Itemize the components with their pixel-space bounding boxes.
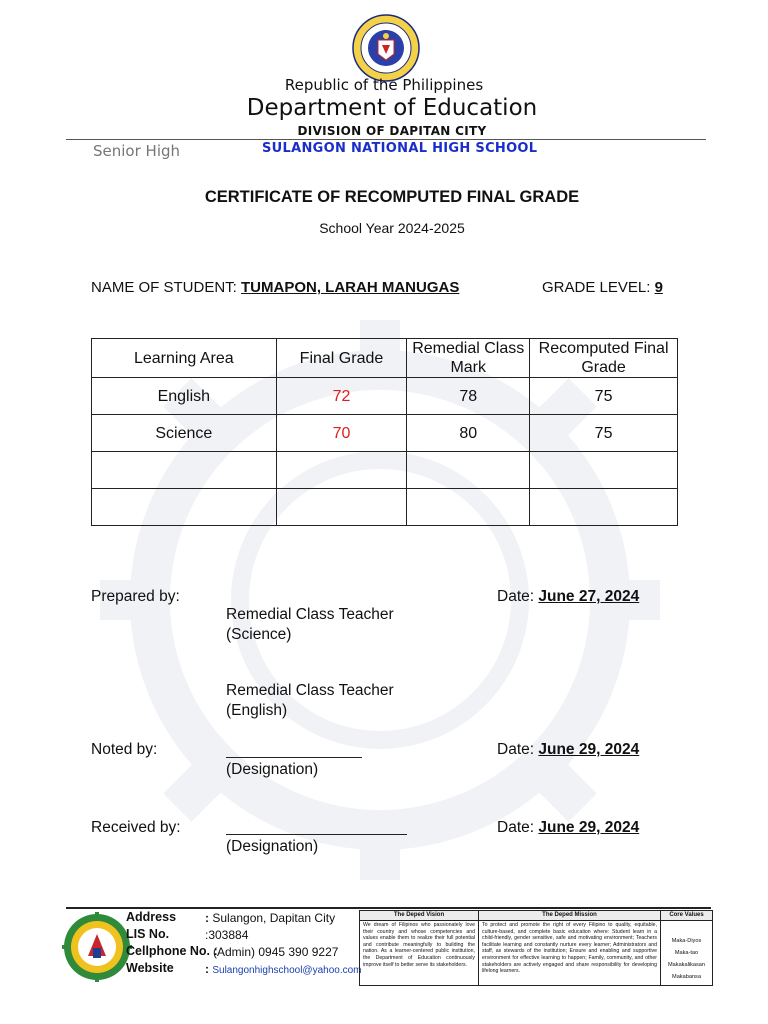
lis-value: :303884 [205,928,249,942]
republic-heading: Republic of the Philippines [284,76,484,94]
remedial-mark-cell [407,452,530,489]
core-value: Makakalikasan [668,962,705,968]
remedial-mark-cell: 80 [407,415,530,452]
grade-level-label: GRADE LEVEL: [542,279,651,296]
certificate-title: CERTIFICATE OF RECOMPUTED FINAL GRADE [204,188,580,206]
cellphone-value: (Admin) 0945 390 9227 [213,945,339,959]
recomputed-grade-cell: 75 [530,378,678,415]
mission-box [478,910,661,986]
core-value: Maka-tao [674,950,699,956]
received-designation: (Designation) [226,838,319,855]
date-label: Date: [497,819,535,836]
header-divider [66,139,706,140]
website-link[interactable]: Sulangonhighschool@yahoo.com [212,965,362,976]
column-header: Final Grade [276,339,407,378]
column-header: Recomputed Final Grade [530,339,678,378]
final-grade-cell: 70 [276,415,407,452]
core-value: Makabansa [672,974,701,980]
learning-area-cell: English [92,378,277,415]
teacher-science-name: Remedial Class Teacher [226,606,394,623]
recomputed-grade-cell: 75 [530,415,678,452]
grade-level-row [542,279,663,296]
lis-label: LIS No. [126,927,170,941]
address-label: Address [126,910,177,924]
vision-box [359,910,479,986]
website-row [205,962,361,976]
column-header: Learning Area [92,339,277,378]
received-signature-line [226,834,407,835]
core-values-list [661,921,712,983]
footer-divider [66,907,711,909]
received-date: June 29, 2024 [538,819,640,836]
noted-signature-line [226,757,362,758]
prepared-date-row [497,588,639,606]
colon: : [205,911,209,925]
learning-area-cell [92,489,277,526]
address-value: Sulangon, Dapitan City [212,911,336,925]
received-by-label: Received by: [91,819,181,836]
website-label: Website [126,961,174,975]
track-label: Senior High [93,142,181,160]
student-name-row [91,279,459,296]
learning-area-cell: Science [92,415,277,452]
table-row [92,415,678,452]
remedial-mark-cell: 78 [407,378,530,415]
colon: : [205,962,209,976]
final-grade-cell: 72 [276,378,407,415]
date-label: Date: [497,741,535,758]
core-value: Maka-Diyos [671,938,702,944]
prepared-date: June 27, 2024 [538,588,640,605]
table-row [92,452,678,489]
core-values-title: Core Values [661,911,712,921]
table-header-row [92,339,678,378]
learning-area-cell [92,452,277,489]
vision-title: The Deped Vision [360,911,478,921]
prepared-by-label: Prepared by: [91,588,180,605]
teacher-english-name: Remedial Class Teacher [226,682,394,699]
noted-by-label: Noted by: [91,741,158,758]
remedial-mark-cell [407,489,530,526]
final-grade-cell [276,489,407,526]
column-header: Remedial Class Mark [407,339,530,378]
received-date-row [497,819,639,837]
teacher-english-subject: (English) [226,702,288,719]
address-row [205,911,335,925]
final-grade-cell [276,452,407,489]
school-logo-icon [62,912,132,982]
recomputed-grade-cell [530,489,678,526]
table-row [92,378,678,415]
recomputed-grade-cell [530,452,678,489]
core-values-box [660,910,713,986]
student-name: TUMAPON, LARAH MANUGAS [241,279,460,296]
date-label: Date: [497,588,535,605]
school-name: SULANGON NATIONAL HIGH SCHOOL [262,141,538,156]
noted-date-row [497,741,639,759]
cellphone-label: Cellphone No. : [126,944,218,958]
school-year: School Year 2024-2025 [319,220,465,236]
mission-title: The Deped Mission [479,911,660,921]
deped-seal-icon [352,14,420,82]
vision-text: We dream of Filipinos who passionately love their country and whose competencies and values enable them to realize their full potential and contribute meaningfully to building the nation. As a learner-centered public institution, the Department of Education continuously improve itself to better serve its stakeholders. [363,922,475,968]
noted-designation: (Designation) [226,761,319,778]
grade-level-value: 9 [654,279,663,296]
noted-date: June 29, 2024 [538,741,640,758]
teacher-science-subject: (Science) [226,626,292,643]
table-row [92,489,678,526]
grades-table [91,338,678,526]
department-heading: Department of Education [246,95,538,121]
student-name-label: NAME OF STUDENT: [91,279,237,296]
mission-text: To protect and promote the right of every Filipino to quality, equitable, culture-based, and complete basic education where: Student learn in a child-friendly, gender sensitive, safe and motivating environment; Teachers facilitate learning and constantly nurture every learner; Administrators and staff, as stewards of the institution; Ensure and enabling and supportive environment for effective learning to happen; Family, community, and other stakeholders are actively engaged and share responsibility for developing lifelong learners. [482,922,657,975]
division-heading: DIVISION OF DAPITAN CITY [297,124,487,138]
